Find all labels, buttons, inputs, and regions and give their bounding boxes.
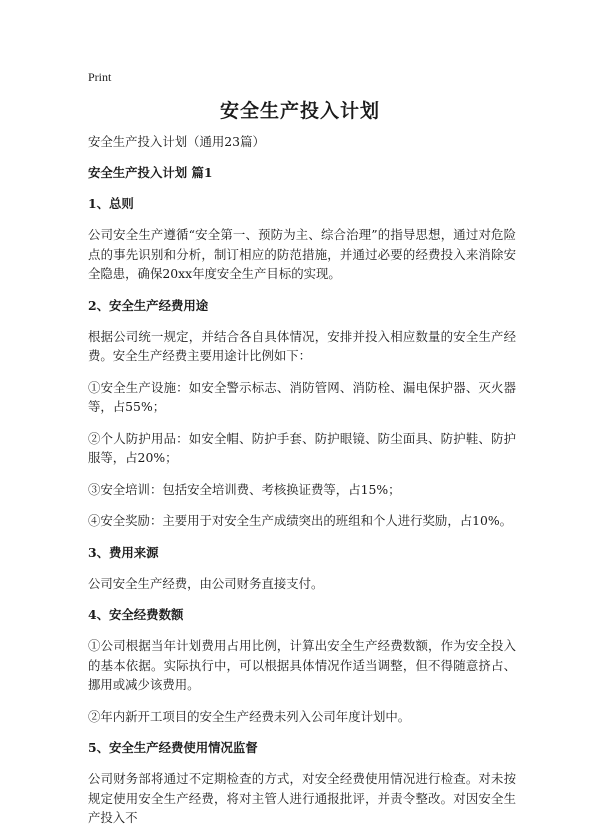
section-2 <box>88 296 516 531</box>
section-1 <box>88 194 516 284</box>
section-paragraph: 公司安全生产遵循“安全第一、预防为主、综合治理”的指导思想，通过对危险点的事先识别和分析，制订相应的防范措施，并通过必要的经费投入来消除安全隐患，确保20xx年度安全生产目标的实现。 <box>88 227 516 281</box>
section-4 <box>88 605 516 726</box>
document-body <box>88 132 516 840</box>
list-item: ②个人防护用品：如安全帽、防护手套、防护眼镜、防尘面具、防护鞋、防护服等，占20%； <box>88 430 516 465</box>
section-3 <box>88 543 516 594</box>
section-heading: 4、安全经费数额 <box>88 607 184 622</box>
section-5 <box>88 738 516 828</box>
section-paragraph: 公司财务部将通过不定期检查的方式，对安全经费使用情况进行检查。对未按规定使用安全生产经费，将对主管人进行通报批评，并责令整改。对因安全生产投入不 <box>88 771 516 825</box>
section-heading: 1、总则 <box>88 196 134 211</box>
list-item: ④安全奖励：主要用于对安全生产成绩突出的班组和个人进行奖励，占10%。 <box>88 513 513 528</box>
section-heading: 3、费用来源 <box>88 544 159 560</box>
section-paragraph: 公司安全生产经费，由公司财务直接支付。 <box>88 575 324 591</box>
document-subtitle: 安全生产投入计划（通用23篇） <box>88 134 265 149</box>
list-item: ①公司根据当年计划费用占用比例，计算出安全生产经费数额，作为安全投入的基本依据。实际执行中，可以根据具体情况作适当调整，但不得随意挤占、挪用或减少该费用。 <box>88 638 516 692</box>
section-heading: 2、安全生产经费用途 <box>88 297 209 313</box>
document-title: 安全生产投入计划 <box>219 100 380 122</box>
print-label: Print <box>88 70 112 84</box>
section-paragraph: 根据公司统一规定，并结合各自具体情况，安排并投入相应数量的安全生产经费。安全生产经费主要用途计比例如下： <box>88 328 516 363</box>
list-item: ①安全生产设施：如安全警示标志、消防管网、消防栓、漏电保护器、灭火器等，占55%； <box>88 379 516 414</box>
list-item: ③安全培训：包括安全培训费、考核换证费等，占15%； <box>88 481 401 497</box>
section-heading: 5、安全生产经费使用情况监督 <box>88 740 258 755</box>
part-title: 安全生产投入计划 篇1 <box>88 165 213 180</box>
list-item: ②年内新开工项目的安全生产经费未列入公司年度计划中。 <box>88 708 411 724</box>
